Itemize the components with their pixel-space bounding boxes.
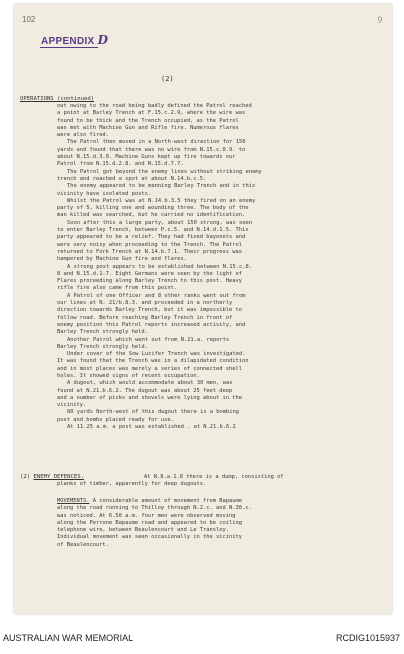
movements-first-line: A considerable amount of movement from Bapaume [89, 498, 243, 504]
body-line: 80 yards North-west of this dugout there is a bombing [67, 409, 240, 416]
movements-line: Individual movement was seen occasionally in the vicinity [57, 534, 242, 541]
body-line: A Patrol of one Officer and 8 other ranks went out from [67, 292, 246, 299]
body-line: Another Patrol which went out from N.21.a. reports [67, 336, 230, 343]
body-line: and a number of picks and shovels were lying about in the [57, 394, 242, 401]
movements-line [57, 498, 379, 505]
body-line: Barley Trench strongly held. [57, 329, 148, 336]
operations-heading: OPERATIONS (continued) [20, 96, 95, 102]
body-line: our lines at N. 21/b.8.3. and proceeded in a northerly [57, 300, 233, 307]
page-number-stamp: 102 [22, 15, 36, 24]
body-line: Patrol from N.15.d.2.8. and N.15.d.7.7. [57, 161, 184, 168]
body-line: vicinity have isolated posts. [57, 190, 152, 197]
movements-body [57, 498, 379, 549]
body-line: A dugout, which would accommodate about 30 men, was [67, 380, 233, 387]
body-line: were very noisy when proceeding to the Trench. The Patrol [57, 241, 242, 248]
body-line: man killed was searched, but he carried no identification. [57, 212, 246, 219]
body-line: enemy position this Patrol reports increased activity, and [57, 321, 246, 328]
body-line: Flares proceeding along Barley Trench to this post. Heavy [57, 278, 242, 285]
body-line: Soon after this a large party, about 150 strong, was seen [67, 219, 252, 226]
body-line: party of 5, killing one and wounding three. The body of the [57, 205, 249, 212]
body-line: hampered by Machine Gun fire and flares. [57, 256, 187, 263]
enemy-defences-body [57, 474, 379, 489]
body-line: trench and reached a spot at about N.14.b.c.5. [57, 175, 207, 182]
appendix-word: APPENDIX [41, 36, 95, 47]
body-line: It was found that the Trench was in a dilapidated condition [57, 358, 249, 365]
footer-right: RCDIG1015937 [335, 633, 400, 643]
footer-left: AUSTRALIAN WAR MEMORIAL [3, 633, 134, 643]
movements-line: was noticed. At 6.50 a.m. four men were observed moving [57, 512, 236, 519]
body-line: found at N.21.b.6.2. The dugout was about 25 feet deep [57, 387, 233, 394]
body-line: direction towards Barley Trench, but it was impossible to [57, 307, 242, 314]
body-line: and in most places was merely a series of connected shell [57, 365, 242, 372]
appendix-underline [40, 47, 98, 48]
body-line: about N.15.d.3.9. Machine Guns kept up fire towards our [57, 154, 236, 161]
appendix-label [41, 33, 108, 47]
body-line: out owing to the road being badly defined the Patrol reached [57, 103, 252, 109]
body-line: At 11.25 a.m. a post was established . at N.21.b.6.2 [67, 424, 236, 431]
body-line: post and bombs placed ready for use. [57, 416, 174, 423]
body-line: found to be thick and the Trench occupied, as the Patrol [57, 117, 239, 124]
body-line: follow road. Before reaching Barley Trench in front of [57, 314, 233, 321]
body-line: yards and found that there was no wire from N.15.c.0.9. to [57, 146, 246, 153]
body-line: The Patrol then moved in a North-west direction for 150 [67, 139, 246, 146]
movements-line: of Beaulencourt. [57, 541, 109, 548]
movements-line: telephone wire, between Beaulencourt and Le Transloy. [57, 527, 230, 534]
defences-line: planks of timber, apparently for deep dugouts. [57, 481, 207, 488]
body-line: Barley Trench strongly held. [57, 343, 148, 350]
movements-line: along the road running to Thilloy through N.2.c. and N.30.c. [57, 505, 252, 512]
body-line: to enter Barley Trench, between P.c.5. and N.14.d.1.5. This [57, 227, 249, 234]
defences-line: At N.8.a.1.8 there is a dump, consisting of [144, 474, 284, 480]
page-number: (2) [161, 75, 174, 83]
movements-line: along the Perrone Bapaume road and appeared to be coiling [57, 519, 242, 526]
movements-heading: MOVEMENTS. [57, 498, 90, 504]
body-line: Under cover of the Sow Lucifer Trench was investigated. [67, 351, 246, 358]
document-page [14, 4, 392, 614]
body-line: 8 and N.15.d.1.7. Eight Germans were seen by the light of [57, 270, 242, 277]
body-line: was met with Machine Gun and Rifle fire. Numerous flares [57, 124, 239, 131]
enemy-defences-number: (2) [20, 474, 31, 480]
body-line: party appeared to be a relief. They had fixed bayonets and [57, 234, 246, 241]
body-line: The Patrol got beyond the enemy lines without striking enemy [67, 168, 262, 175]
footer [0, 622, 404, 654]
body-line: vicinity. [57, 402, 87, 409]
body-line: holes. It showed signs of recent occupation. [57, 372, 200, 379]
enemy-defences-title: ENEMY DEFENCES. [33, 474, 85, 480]
body-line: A strong post appears to be established between N.15.c.8. [67, 263, 252, 270]
body-line: were also fired. [57, 132, 109, 139]
corner-mark: 9 [377, 15, 382, 25]
appendix-letter: D [97, 33, 109, 47]
body-line: rifle fire also came from this point. [57, 285, 178, 292]
operations-body [57, 103, 379, 431]
body-line: a point at Barley Trench at F.15.c.2.9, where the wire was [57, 110, 246, 117]
body-line: returned to Fork Trench at N.14.b.7.1. Their progress was [57, 248, 242, 255]
body-line: Whilst the Patrol was at N.14.b.3.5 they fired on an enemy [67, 197, 256, 204]
body-line: The enemy appeared to be manning Barley Trench and in this [67, 183, 256, 190]
